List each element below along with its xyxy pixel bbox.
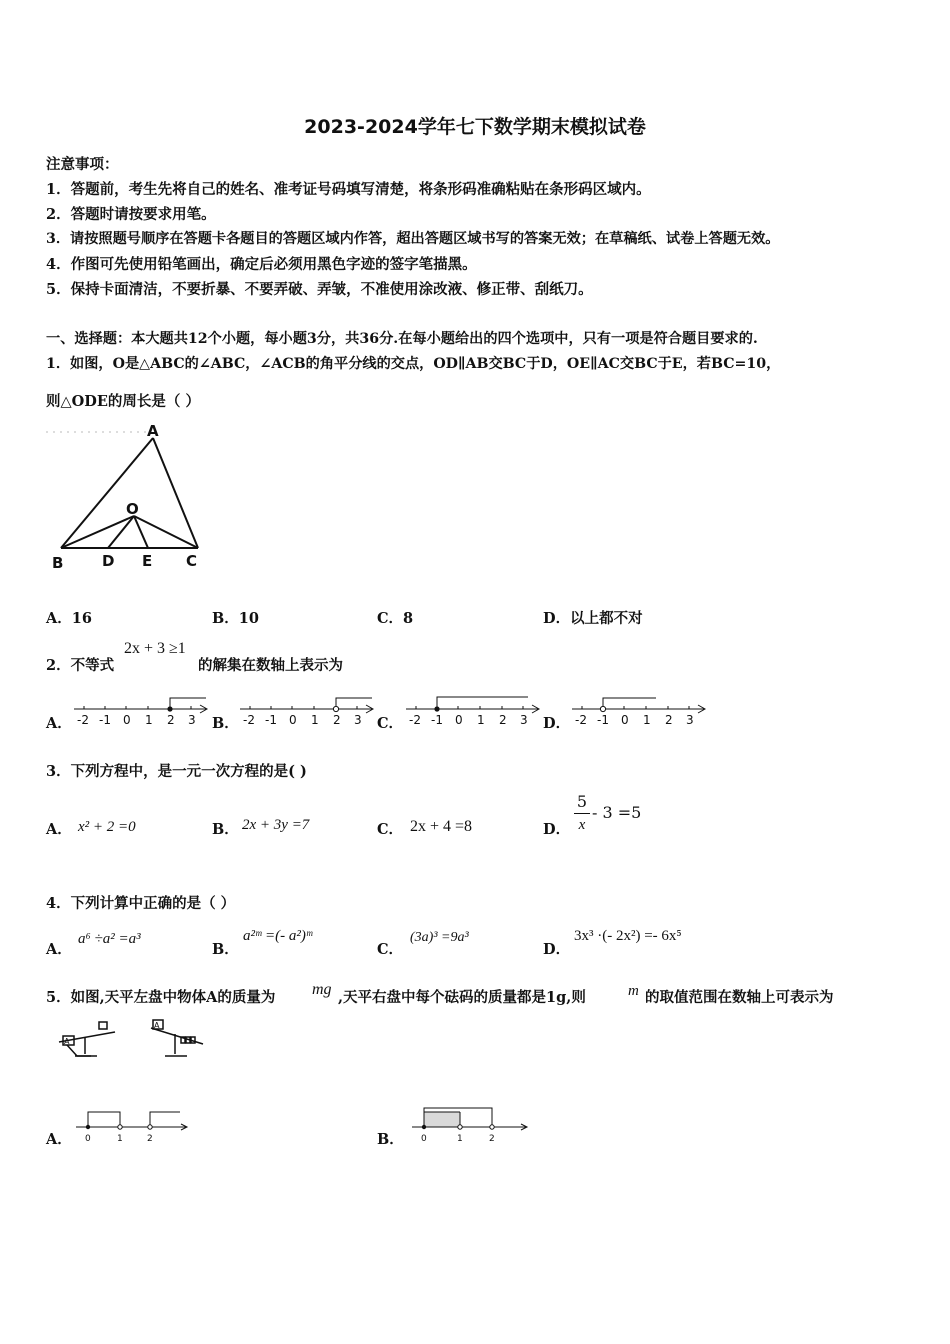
tick: -2 <box>409 713 421 727</box>
q3-option-c-label: C． <box>377 821 404 838</box>
q1-option-a: A．16 <box>46 610 92 627</box>
fig-label-e: E <box>142 552 153 570</box>
notes-heading: 注意事项： <box>46 156 119 173</box>
tick: 3 <box>354 713 362 727</box>
note-item-4: 4．作图可先使用铅笔画出，确定后必须用黑色字迹的签字笔描黑。 <box>46 256 477 273</box>
fig-label-o: O <box>126 500 139 518</box>
q3-stem: 3．下列方程中，是一元一次方程的是( ) <box>46 763 307 780</box>
q4-stem: 4．下列计算中正确的是（ ） <box>46 895 236 912</box>
q2-option-d-label: D． <box>543 715 571 732</box>
q3-option-d-numerator: 5 <box>576 792 588 811</box>
note-item-3: 3．请按照题号顺序在答题卡各题目的答题区域内作答，超出答题区域书写的答案无效；在草稿纸、试卷上答题无效。 <box>46 231 780 247</box>
q1-option-b: B．10 <box>212 610 259 627</box>
tick: -2 <box>77 713 89 727</box>
balance-label-a: A <box>64 1037 70 1046</box>
tick: 0 <box>421 1134 427 1144</box>
q3-option-d-rest: - 3 =5 <box>592 803 642 822</box>
q2-stem-prefix: 2．不等式 <box>46 657 115 674</box>
balance-label-a: A <box>154 1021 160 1030</box>
q3-option-b-label: B． <box>212 821 239 838</box>
q2-numberline-a <box>72 692 212 728</box>
note-item-5: 5．保持卡面清洁，不要折暴、不要弄破、弄皱，不准使用涂改液、修正带、刮纸刀。 <box>46 281 593 298</box>
q2-numberline-c <box>404 692 544 728</box>
fig-label-b: B <box>52 554 64 572</box>
q3-option-d-denominator: x <box>578 817 586 833</box>
fraction-bar <box>574 813 590 814</box>
q1-option-c: C．8 <box>377 610 414 627</box>
tick: 2 <box>499 713 507 727</box>
tick: 2 <box>489 1134 495 1144</box>
note-item-1: 1．答题前，考生先将自己的姓名、准考证号码填写清楚，将条形码准确粘贴在条形码区域内。 <box>46 181 651 198</box>
q5-stem-mid: ,天平右盘中每个砝码的质量都是1g,则 <box>338 989 586 1006</box>
q1-triangle-figure <box>46 418 216 576</box>
tick: 1 <box>457 1134 463 1144</box>
tick: -1 <box>265 713 277 727</box>
q1-stem-line1: 1．如图，O是△ABC的∠ABC，∠ACB的角平分线的交点，OD∥AB交BC于D，OE∥AC交BC于E，若BC=10， <box>46 356 781 372</box>
q5-numberline-a <box>74 1106 192 1146</box>
q4-option-c: (3a)³ =9a³ <box>410 930 469 945</box>
q2-option-c-label: C． <box>377 715 404 732</box>
q4-option-d: 3x³ ·(- 2x²) =- 6x⁵ <box>574 928 682 944</box>
q3-option-b: 2x + 3y =7 <box>242 817 310 833</box>
q4-option-a-label: A． <box>46 941 72 958</box>
page-title: 2023-2024学年七下数学期末模拟试卷 <box>304 116 646 138</box>
q3-option-c: 2x + 4 =8 <box>410 818 473 835</box>
tick: 1 <box>311 713 319 727</box>
q2-stem-suffix: 的解集在数轴上表示为 <box>198 657 343 674</box>
q2-option-a-label: A． <box>46 715 72 732</box>
q3-option-a-label: A． <box>46 821 72 838</box>
q5-option-a-label: A． <box>46 1131 72 1148</box>
fig-label-a: A <box>147 422 159 440</box>
tick: 1 <box>145 713 153 727</box>
tick: 2 <box>167 713 175 727</box>
q2-numberline-d <box>570 692 710 728</box>
q2-inequality: 2x + 3 ≥1 <box>124 640 186 657</box>
tick: -2 <box>575 713 587 727</box>
q1-option-d: D．以上都不对 <box>543 610 643 627</box>
tick: 0 <box>621 713 629 727</box>
tick: 0 <box>455 713 463 727</box>
q2-option-b-label: B． <box>212 715 239 732</box>
q4-option-a: a⁶ ÷a² =a³ <box>78 931 141 947</box>
q5-stem-suffix: 的取值范围在数轴上可表示为 <box>645 989 834 1006</box>
q4-option-b: a²ᵐ =(- a²)ᵐ <box>243 928 313 944</box>
tick: 3 <box>520 713 528 727</box>
tick: 1 <box>477 713 485 727</box>
tick: -2 <box>243 713 255 727</box>
section-heading: 一、选择题：本大题共12个小题，每小题3分，共36分.在每小题给出的四个选项中，只有一项是符合题目要求的. <box>46 331 758 347</box>
tick: 3 <box>188 713 196 727</box>
tick: 0 <box>123 713 131 727</box>
q5-m: m <box>628 983 639 999</box>
q5-option-b-label: B． <box>377 1131 404 1148</box>
tick: -1 <box>99 713 111 727</box>
tick: -1 <box>431 713 443 727</box>
tick: -1 <box>597 713 609 727</box>
q4-option-d-label: D． <box>543 941 571 958</box>
tick: 1 <box>643 713 651 727</box>
tick: 0 <box>85 1134 91 1144</box>
q4-option-c-label: C． <box>377 941 404 958</box>
tick: 2 <box>333 713 341 727</box>
tick: 2 <box>147 1134 153 1144</box>
tick: 3 <box>686 713 694 727</box>
q5-mg: mg <box>312 981 332 998</box>
q5-stem-prefix: 5．如图,天平左盘中物体A的质量为 <box>46 989 276 1006</box>
q2-numberline-b <box>238 692 378 728</box>
fig-label-c: C <box>186 552 198 570</box>
q1-stem-line2: 则△ODE的周长是（ ） <box>46 393 200 410</box>
q3-option-d-label: D． <box>543 821 571 838</box>
q4-option-b-label: B． <box>212 941 239 958</box>
q5-balance-figure <box>55 1018 215 1062</box>
q5-numberline-b <box>410 1100 532 1146</box>
note-item-2: 2．答题时请按要求用笔。 <box>46 206 216 223</box>
tick: 2 <box>665 713 673 727</box>
q3-option-a: x² + 2 =0 <box>78 819 136 835</box>
tick: 0 <box>289 713 297 727</box>
fig-label-d: D <box>102 552 115 570</box>
tick: 1 <box>117 1134 123 1144</box>
